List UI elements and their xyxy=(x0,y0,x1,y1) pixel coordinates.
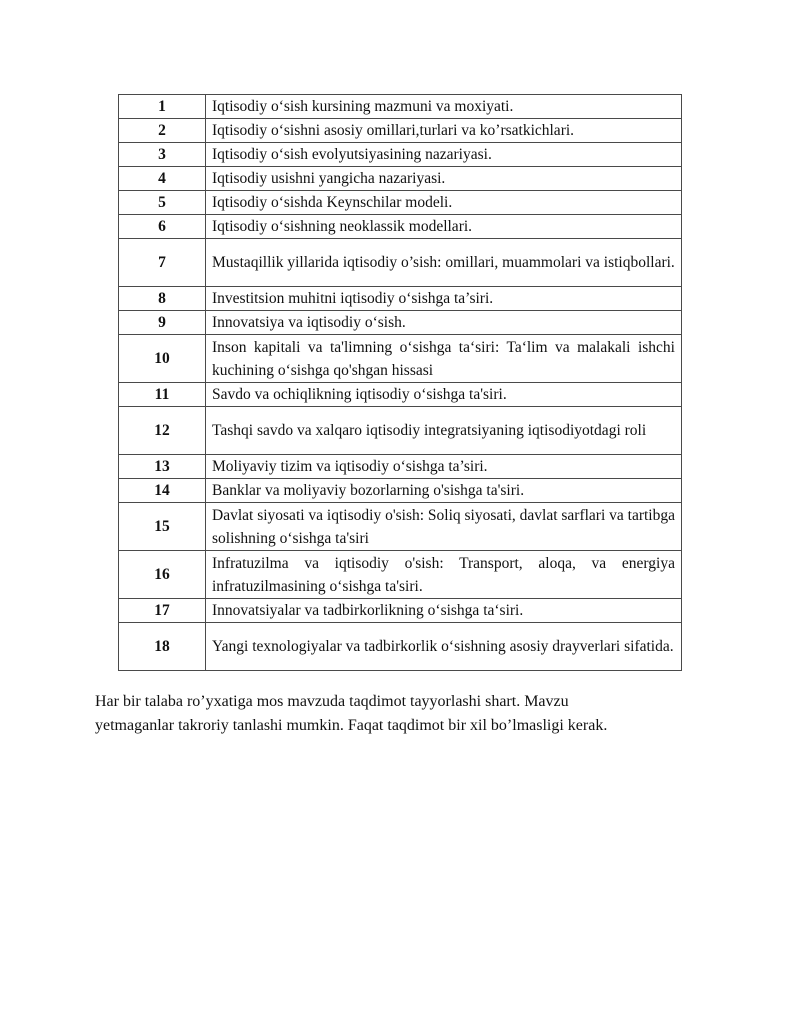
topic-row xyxy=(119,239,682,287)
topic-row xyxy=(119,335,682,383)
topic-title: Iqtisodiy o‘sish kursining mazmuni va moxiyati. xyxy=(206,95,682,119)
topic-row xyxy=(119,479,682,503)
topic-title: Iqtisodiy o‘sishning neoklassik modellari. xyxy=(206,215,682,239)
topic-row xyxy=(119,311,682,335)
topic-title: Tashqi savdo va xalqaro iqtisodiy integratsiyaning iqtisodiyotdagi roli xyxy=(206,407,682,455)
topic-row xyxy=(119,143,682,167)
topic-number: 1 xyxy=(119,95,206,119)
topic-number: 6 xyxy=(119,215,206,239)
topic-row xyxy=(119,215,682,239)
topic-row xyxy=(119,623,682,671)
topic-title: Yangi texnologiyalar va tadbirkorlik o‘sishning asosiy drayverlari sifatida. xyxy=(206,623,682,671)
topic-title: Davlat siyosati va iqtisodiy o'sish: Soliq siyosati, davlat sarflari va tartibga solishning o‘sishga ta'siri xyxy=(206,503,682,551)
topic-number: 5 xyxy=(119,191,206,215)
topic-number: 3 xyxy=(119,143,206,167)
topic-number: 11 xyxy=(119,383,206,407)
topic-number: 15 xyxy=(119,503,206,551)
topic-row xyxy=(119,599,682,623)
topic-title: Moliyaviy tizim va iqtisodiy o‘sishga ta’siri. xyxy=(206,455,682,479)
topic-number: 12 xyxy=(119,407,206,455)
topic-number: 9 xyxy=(119,311,206,335)
topic-title: Innovatsiyalar va tadbirkorlikning o‘sishga ta‘siri. xyxy=(206,599,682,623)
topic-row xyxy=(119,167,682,191)
topic-number: 10 xyxy=(119,335,206,383)
topic-number: 13 xyxy=(119,455,206,479)
instruction-line-2: yetmaganlar takroriy tanlashi mumkin. Faqat taqdimot bir xil bo’lmasligi kerak. xyxy=(95,717,608,734)
topic-number: 2 xyxy=(119,119,206,143)
topic-title: Mustaqillik yillarida iqtisodiy o’sish: omillari, muammolari va istiqbollari. xyxy=(206,239,682,287)
topic-number: 16 xyxy=(119,551,206,599)
topic-row xyxy=(119,455,682,479)
topic-row xyxy=(119,503,682,551)
instruction-paragraph xyxy=(95,690,715,738)
topic-title: Banklar va moliyaviy bozorlarning o'sishga ta'siri. xyxy=(206,479,682,503)
topics-table xyxy=(118,94,682,671)
topic-title: Savdo va ochiqlikning iqtisodiy o‘sishga ta'siri. xyxy=(206,383,682,407)
topic-row xyxy=(119,383,682,407)
instruction-line-1: Har bir talaba ro’yxatiga mos mavzuda taqdimot tayyorlashi shart. Mavzu xyxy=(95,693,569,710)
topic-title: Investitsion muhitni iqtisodiy o‘sishga ta’siri. xyxy=(206,287,682,311)
topic-row xyxy=(119,95,682,119)
topics-table-body xyxy=(119,95,682,671)
topic-title: Iqtisodiy o‘sishda Keynschilar modeli. xyxy=(206,191,682,215)
topic-title: Iqtisodiy o‘sishni asosiy omillari,turlari va ko’rsatkichlari. xyxy=(206,119,682,143)
topic-number: 8 xyxy=(119,287,206,311)
topic-row xyxy=(119,551,682,599)
topic-row xyxy=(119,191,682,215)
topic-row xyxy=(119,287,682,311)
topic-title: Inson kapitali va ta'limning o‘sishga ta‘siri: Ta‘lim va malakali ishchi kuchining o‘sishga qo'shgan hissasi xyxy=(206,335,682,383)
topic-row xyxy=(119,119,682,143)
topic-title: Infratuzilma va iqtisodiy o'sish: Transport, aloqa, va energiya infratuzilmasining o‘sishga ta'siri. xyxy=(206,551,682,599)
topic-title: Iqtisodiy usishni yangicha nazariyasi. xyxy=(206,167,682,191)
topic-number: 7 xyxy=(119,239,206,287)
topic-number: 4 xyxy=(119,167,206,191)
topic-title: Innovatsiya va iqtisodiy o‘sish. xyxy=(206,311,682,335)
topic-number: 14 xyxy=(119,479,206,503)
topic-title: Iqtisodiy o‘sish evolyutsiyasining nazariyasi. xyxy=(206,143,682,167)
topic-number: 17 xyxy=(119,599,206,623)
topic-row xyxy=(119,407,682,455)
topic-number: 18 xyxy=(119,623,206,671)
